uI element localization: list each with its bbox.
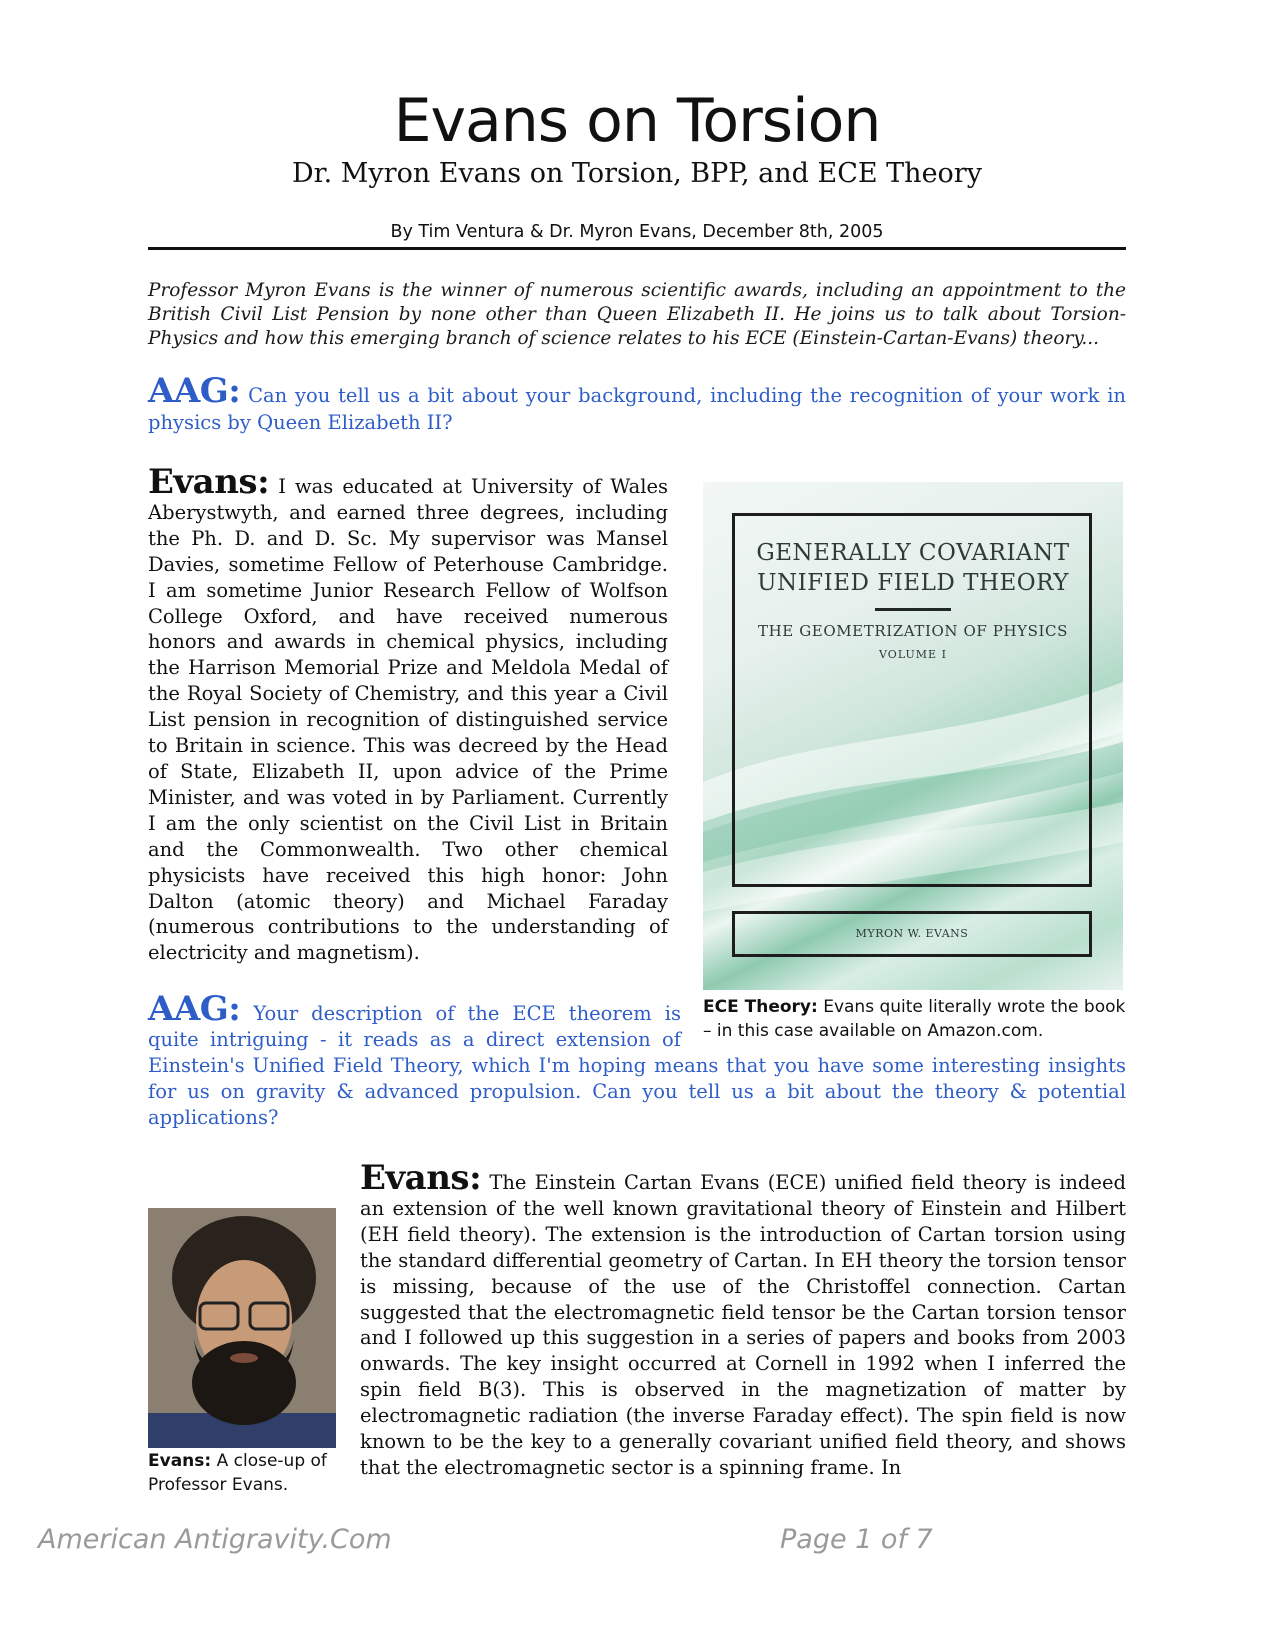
book-volume: VOLUME I	[879, 648, 947, 661]
book-caption-label: ECE Theory:	[703, 997, 818, 1017]
question-2-text: Your description of the ECE theorem is quite intriguing - it reads as a direct extension of Einstein's Unified Field Theory, which I'm hoping means that you have some interesting insights for us on gravity & advanced propulsion. Can you tell us a bit about the theory & potential applications?	[148, 1002, 1126, 1129]
byline: By Tim Ventura & Dr. Myron Evans, December 8th, 2005	[390, 222, 884, 242]
footer-site: American Antigravity.Com	[38, 1524, 392, 1555]
evans-label: Evans:	[360, 1158, 482, 1198]
portrait-illustration	[148, 1208, 336, 1448]
question-1-text: Can you tell us a bit about your background, including the recognition of your work in physics by Queen Elizabeth II?	[148, 384, 1126, 434]
book-title-line-1: GENERALLY COVARIANT	[756, 540, 1070, 566]
evans-portrait-photo	[148, 1208, 336, 1448]
header-rule	[148, 247, 1126, 250]
question-1	[148, 371, 1126, 436]
question-2	[148, 989, 1126, 1131]
book-divider	[875, 608, 951, 611]
intro-paragraph: Professor Myron Evans is the winner of numerous scientific awards, including an appointment to the British Civil List Pension by none other than Queen Elizabeth II. He joins us to talk about Torsion-Physics and how this emerging branch of science relates to his ECE (Einstein-Cartan-Evans) theory...	[148, 280, 1126, 349]
aag-label: AAG:	[148, 371, 241, 411]
evans-label: Evans:	[148, 462, 270, 502]
page-title: Evans on Torsion	[393, 86, 881, 156]
book-author: MYRON W. EVANS	[732, 911, 1092, 957]
footer-page-number: Page 1 of 7	[780, 1524, 933, 1555]
photo-caption-text: A close-up of Professor Evans.	[148, 1451, 327, 1495]
answer-1-text: I was educated at University of Wales Aberystwyth, and earned three degrees, including the Ph. D. and D. Sc. My supervisor was Mansel Davies, sometime Fellow of Peterhouse Cambridge. I am sometime Junior Research Fellow of Wolfson College Oxford, and have received numerous honors and awards in chemical physics, including the Harrison Memorial Prize and Meldola Medal of the Royal Society of Chemistry, and this year a Civil List pension in recognition of distinguished service to Britain in science. This was decreed by the Head of State, Elizabeth II, upon advice of the Prime Minister, and was voted in by Parliament. Currently I am the only scientist on the Civil List in Britain and the Commonwealth. Two other chemical physicists have received this high honor: John Dalton (atomic theory) and Michael Faraday (numerous contributions to the understanding of electricity and magnetism).	[148, 475, 668, 965]
photo-caption	[148, 1449, 343, 1497]
caption-spacer	[681, 997, 1126, 1049]
answer-2-text: The Einstein Cartan Evans (ECE) unified field theory is indeed an extension of the well known gravitational theory of Einstein and Hilbert (EH field theory). The extension is the introduction of Cartan torsion using the standard differential geometry of Cartan. In EH theory the torsion tensor is missing, because of the use of the Christoffel connection. Cartan suggested that the electromagnetic field tensor be the Cartan torsion tensor and I followed up this suggestion in a series of papers and books from 2003 onwards. The key insight occurred at Cornell in 1992 when I inferred the spin field B(3). This is observed in the magnetization of matter by electromagnetic radiation (the inverse Faraday effect). The spin field is now known to be the key to a generally covariant unified field theory, and shows that the electromagnetic sector is a spinning frame. In	[360, 1171, 1126, 1479]
book-subtitle: THE GEOMETRIZATION OF PHYSICS	[757, 622, 1069, 640]
photo-caption-label: Evans:	[148, 1451, 212, 1471]
book-cover-image	[703, 482, 1123, 990]
aag-label: AAG:	[148, 989, 241, 1029]
book-title	[733, 538, 1093, 598]
book-title-line-2: UNIFIED FIELD THEORY	[757, 570, 1069, 596]
answer-1	[148, 462, 668, 966]
page-subtitle: Dr. Myron Evans on Torsion, BPP, and ECE Theory	[292, 158, 982, 189]
book-caption-text: Evans quite literally wrote the book – in this case available on Amazon.com.	[703, 997, 1126, 1041]
